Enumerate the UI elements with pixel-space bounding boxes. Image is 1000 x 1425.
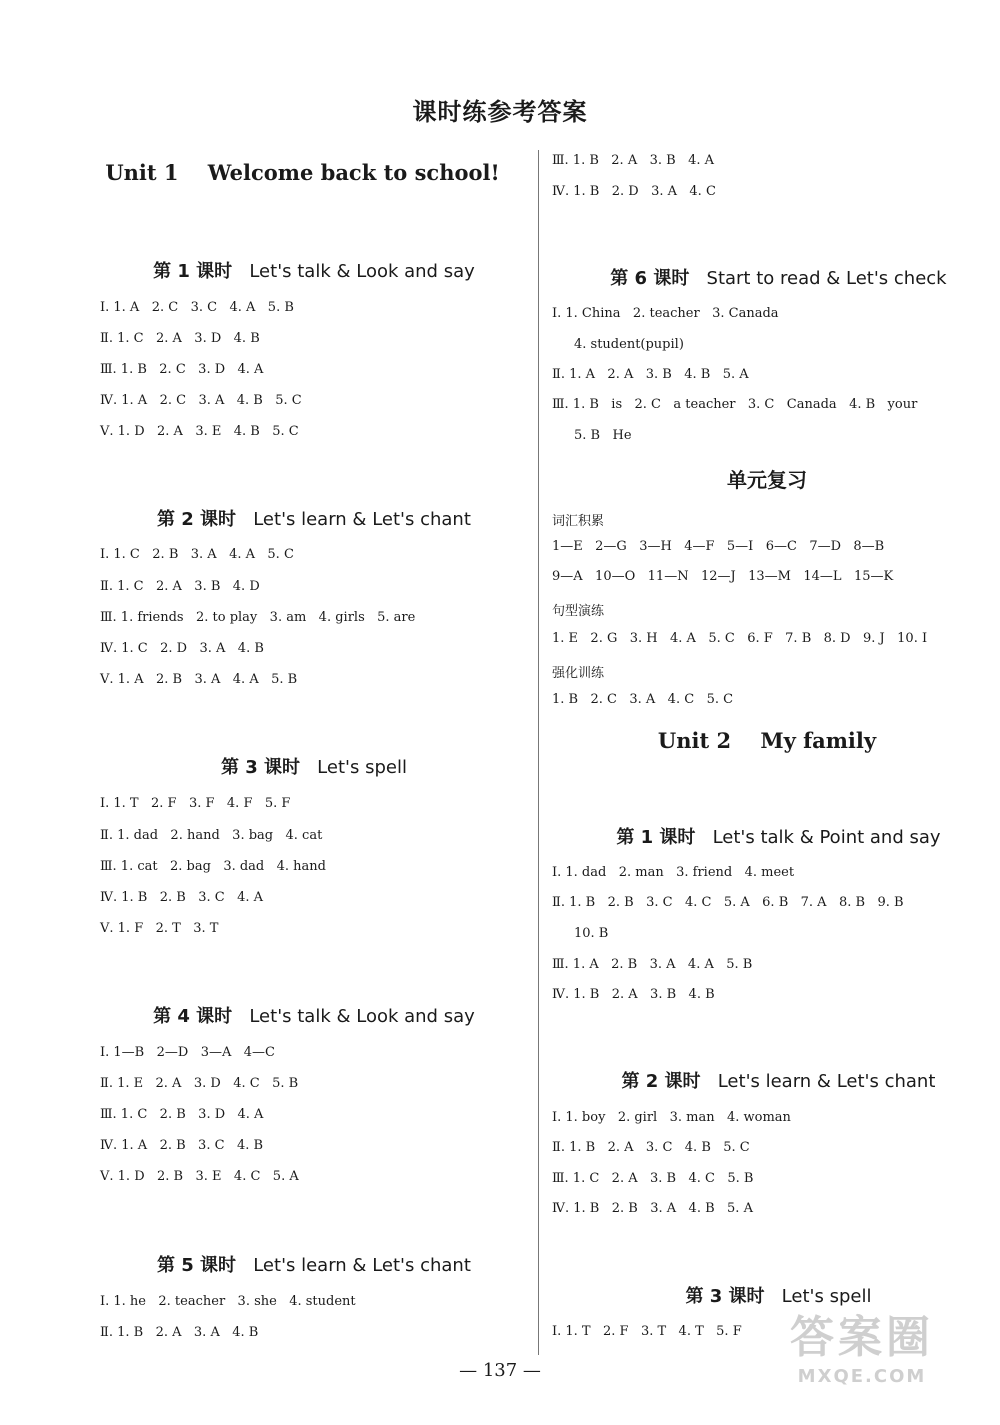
lesson-number: 第 6 课时: [610, 268, 690, 289]
answer-row: Ⅲ. 1. A 2. B 3. A 4. A 5. B: [552, 957, 753, 972]
answer-row: Ⅱ. 1. B 2. B 3. C 4. C 5. A 6. B 7. A 8. B 9. B: [552, 895, 904, 910]
answer-row: Ⅲ. 1. B is 2. C a teacher 3. C Canada 4. B your: [552, 397, 918, 412]
answer-row: Ⅳ. 1. A 2. B 3. C 4. B: [100, 1138, 264, 1153]
category-label: 强化训练: [552, 666, 605, 681]
answer-row: Ⅱ. 1. B 2. A 3. A 4. B: [100, 1325, 259, 1340]
answer-row: Ⅲ. 1. cat 2. bag 3. dad 4. hand: [100, 859, 326, 874]
answer-row: Ⅴ. 1. D 2. A 3. E 4. B 5. C: [100, 424, 299, 439]
page-title: 课时练参考答案: [412, 98, 588, 126]
lesson-number: 第 2 课时: [621, 1071, 701, 1092]
lesson-title: Let's learn & Let's chant: [253, 509, 471, 530]
lesson-number: 第 5 课时: [156, 1255, 237, 1276]
answer-row: 9—A 10—O 11—N 12—J 13—M 14—L 15—K: [552, 569, 894, 584]
lesson-title: Let's talk & Look and say: [249, 1006, 475, 1027]
lesson-heading: [552, 1046, 982, 1114]
lesson-title: Start to read & Let's check: [706, 268, 947, 289]
lesson-number: 第 4 课时: [153, 1006, 233, 1027]
watermark-url: MXQE.COM: [797, 1366, 927, 1387]
answer-row: Ⅳ. 1. B 2. A 3. B 4. B: [552, 987, 715, 1002]
answer-row: Ⅱ. 1. A 2. A 3. B 4. B 5. A: [552, 367, 749, 382]
unit-2-title: Unit 2 My family: [657, 728, 877, 753]
lesson-title: Let's learn & Let's chant: [253, 1255, 471, 1276]
answer-row: Ⅲ. 1. B 2. A 3. B 4. A: [552, 153, 715, 168]
page-number: — 137 —: [459, 1360, 541, 1381]
answer-row: Ⅴ. 1. A 2. B 3. A 4. A 5. B: [100, 672, 298, 687]
unit-1-title: Unit 1 Welcome back to school!: [105, 160, 500, 185]
answer-row: Ⅰ. 1. he 2. teacher 3. she 4. student: [100, 1294, 356, 1309]
answer-row: Ⅴ. 1. F 2. T 3. T: [100, 921, 219, 936]
answer-row: Ⅳ. 1. C 2. D 3. A 4. B: [100, 641, 264, 656]
lesson-title: Let's spell: [317, 757, 407, 778]
answer-row: Ⅱ. 1. C 2. A 3. B 4. D: [100, 579, 260, 594]
answer-row: Ⅲ. 1. friends 2. to play 3. am 4. girls 5. are: [100, 610, 416, 625]
column-divider: [538, 150, 539, 1355]
answer-row: Ⅰ. 1. dad 2. man 3. friend 4. meet: [552, 865, 795, 880]
lesson-number: 第 1 课时: [153, 261, 233, 282]
answer-row: Ⅱ. 1. dad 2. hand 3. bag 4. cat: [100, 828, 323, 843]
watermark-logo: 答案圈: [790, 1312, 934, 1363]
answer-row: Ⅱ. 1. B 2. A 3. C 4. B 5. C: [552, 1140, 750, 1155]
answer-row: Ⅰ. 1. T 2. F 3. F 4. F 5. F: [100, 796, 291, 811]
lesson-heading: [100, 981, 505, 1049]
lesson-heading: [100, 732, 505, 800]
lesson-number: 第 3 课时: [685, 1286, 765, 1307]
answer-row: 10. B: [574, 926, 609, 941]
lesson-heading: [100, 236, 505, 304]
answer-row: Ⅴ. 1. D 2. B 3. E 4. C 5. A: [100, 1169, 299, 1184]
lesson-title: Let's talk & Point and say: [712, 827, 941, 848]
answer-row: Ⅲ. 1. B 2. C 3. D 4. A: [100, 362, 264, 377]
answer-row: Ⅳ. 1. A 2. C 3. A 4. B 5. C: [100, 393, 302, 408]
lesson-heading: [552, 243, 982, 311]
answer-row: Ⅰ. 1. C 2. B 3. A 4. A 5. C: [100, 547, 294, 562]
answer-row: Ⅱ. 1. C 2. A 3. D 4. B: [100, 331, 260, 346]
answer-row: 5. B He: [574, 428, 632, 443]
answer-row: Ⅰ. 1. boy 2. girl 3. man 4. woman: [552, 1110, 791, 1125]
answer-row: Ⅲ. 1. C 2. A 3. B 4. C 5. B: [552, 1171, 754, 1186]
answer-row: Ⅳ. 1. B 2. B 3. A 4. B 5. A: [552, 1201, 753, 1216]
answer-row: 1—E 2—G 3—H 4—F 5—I 6—C 7—D 8—B: [552, 539, 885, 554]
lesson-title: Let's spell: [781, 1286, 872, 1307]
lesson-heading: [100, 1230, 505, 1298]
category-label: 句型演练: [552, 604, 605, 619]
answer-row: Ⅲ. 1. C 2. B 3. D 4. A: [100, 1107, 264, 1122]
lesson-number: 第 3 课时: [220, 757, 300, 778]
lesson-number: 第 2 课时: [156, 509, 237, 530]
answer-row: Ⅳ. 1. B 2. B 3. C 4. A: [100, 890, 264, 905]
answer-row: Ⅰ. 1—B 2—D 3—A 4—C: [100, 1045, 275, 1060]
lesson-title: Let's talk & Look and say: [249, 261, 475, 282]
category-label: 词汇积累: [552, 514, 605, 529]
lesson-heading: [552, 802, 982, 870]
lesson-heading: [100, 484, 505, 552]
unit-review-title: 单元复习: [727, 468, 807, 492]
answer-row: Ⅱ. 1. E 2. A 3. D 4. C 5. B: [100, 1076, 299, 1091]
answer-row: Ⅰ. 1. T 2. F 3. T 4. T 5. F: [552, 1324, 742, 1339]
answer-row: 4. student(pupil): [574, 337, 684, 352]
watermark: [742, 1310, 982, 1405]
answer-row: Ⅰ. 1. China 2. teacher 3. Canada: [552, 306, 779, 321]
lesson-number: 第 1 课时: [616, 827, 696, 848]
lesson-title: Let's learn & Let's chant: [717, 1071, 936, 1092]
answer-row: 1. E 2. G 3. H 4. A 5. C 6. F 7. B 8. D 9. J 10. I: [552, 631, 928, 646]
answer-row: Ⅳ. 1. B 2. D 3. A 4. C: [552, 184, 716, 199]
answer-row: 1. B 2. C 3. A 4. C 5. C: [552, 692, 734, 707]
answer-row: Ⅰ. 1. A 2. C 3. C 4. A 5. B: [100, 300, 294, 315]
